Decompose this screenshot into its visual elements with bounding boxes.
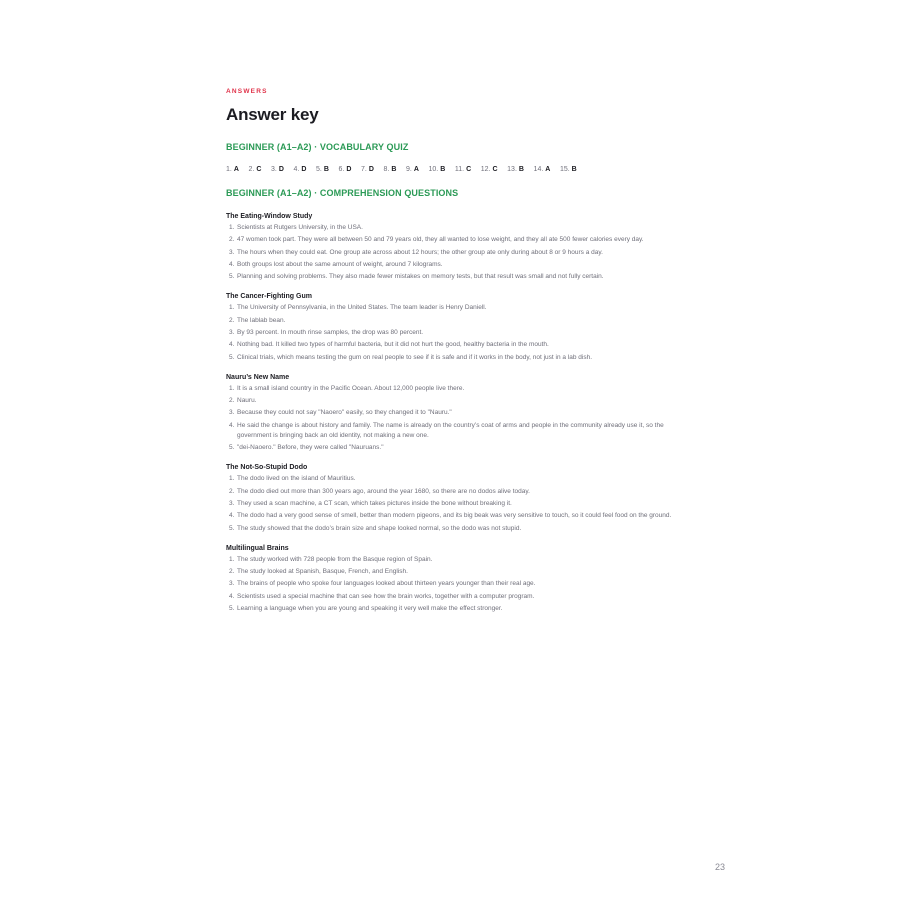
vocab-answer (429, 165, 446, 175)
answer-number: 1. (229, 224, 235, 231)
vocab-answer-letter: A (545, 166, 551, 173)
answer-list (226, 555, 674, 614)
answer-text: Nauru. (237, 397, 257, 405)
answer-text: The University of Pennsylvania, in the United States. The team leader is Henry Daniell. (237, 304, 487, 312)
vocab-answer-letter: C (466, 166, 472, 173)
vocab-answer-number: 2. (248, 166, 255, 173)
answer-number: 3. (229, 409, 235, 417)
vocab-answer (316, 165, 329, 175)
answer-item (226, 443, 674, 453)
vocab-answer (481, 165, 498, 175)
answer-text: Because they could not say "Naoero" easily, so they changed it to "Nauru." (237, 409, 452, 417)
answer-text: The study showed that the dodo’s brain size and shape looked normal, so the dodo was not stupid. (237, 524, 522, 532)
answer-text: They used a scan machine, a CT scan, which takes pictures inside the bone without breaking it. (237, 499, 512, 507)
answer-text: 47 women took part. They were all between 50 and 79 years old, they all wanted to lose weight, and they all ate 500 fewer calories every day. (237, 236, 644, 244)
answer-number: 3. (229, 499, 235, 507)
story-title: The Eating-Window Study (226, 213, 313, 220)
answer-item (226, 235, 674, 245)
answer-list (226, 223, 674, 282)
vocabulary-quiz-heading: BEGINNER (A1–A2) · VOCABULARY QUIZ (226, 142, 409, 152)
story-title: The Not-So-Stupid Dodo (226, 464, 308, 472)
answer-text: Learning a language when you are young and speaking it very well make the effect stronger. (237, 604, 503, 612)
vocab-answer (384, 165, 397, 175)
answer-list (226, 303, 674, 362)
story-block (226, 462, 674, 533)
vocab-answer (361, 165, 374, 175)
vocab-answer (534, 165, 551, 175)
answer-number: 3. (229, 328, 235, 336)
vocab-answer (249, 165, 262, 175)
vocabulary-answers-row (226, 165, 674, 175)
vocab-answer-letter: B (518, 166, 524, 173)
vocab-answer-number: 7. (361, 166, 367, 173)
answer-text: Nothing bad. It killed two types of harmful bacteria, but it did not hurt the good, healthy bacteria in the mouth. (237, 341, 549, 349)
vocab-answer-number: 5. (316, 166, 322, 173)
answer-number: 5. (229, 604, 235, 612)
answer-item (226, 328, 674, 338)
vocab-answer (339, 165, 352, 175)
vocab-answer-letter: D (368, 166, 374, 173)
answer-number: 2. (229, 397, 235, 405)
answer-text: It is a small island country in the Pacific Ocean. About 12,000 people live there. (237, 384, 465, 392)
answer-item (226, 499, 674, 509)
story-block (226, 372, 674, 454)
vocab-answer-number: 15. (559, 166, 570, 173)
answer-item (226, 421, 674, 441)
comprehension-stories (226, 211, 674, 614)
answer-text: The dodo lived on the island of Mauritius. (237, 475, 356, 483)
story-block (226, 211, 674, 282)
vocab-answer (455, 165, 471, 175)
vocab-answer-number: 10. (428, 166, 439, 173)
answer-text: Clinical trials, which means testing the gum on real people to see if it is safe and if it works in the body, not just in a lab dish. (237, 353, 593, 361)
answer-number: 3. (229, 580, 235, 588)
answer-item (226, 567, 674, 577)
story-title: Nauru’s New Name (226, 373, 290, 381)
vocab-answer-number: 4. (293, 166, 300, 173)
vocab-answer-letter: B (391, 166, 397, 173)
answer-number: 2. (229, 568, 235, 576)
vocab-answer-letter: D (301, 166, 307, 173)
answer-item (226, 524, 674, 534)
answer-number: 1. (229, 475, 235, 483)
answer-item (226, 353, 674, 363)
answer-number: 5. (229, 444, 235, 452)
answer-item (226, 592, 674, 602)
vocab-answer-letter: B (571, 166, 577, 173)
answer-text: The dodo had a very good sense of smell, better than modern pigeons, and its big beak was very sensitive to touch, so it could feel food on the ground. (237, 512, 672, 520)
vocab-answer (560, 165, 577, 175)
story-title: Multilingual Brains (226, 544, 289, 552)
vocab-answer-number: 12. (480, 166, 491, 173)
answer-item (226, 408, 674, 418)
vocab-answer (271, 165, 284, 175)
page-title: Answer key (226, 105, 319, 124)
answer-text: The dodo died out more than 300 years ago, around the year 1680, so there are no dodos alive today. (237, 487, 530, 495)
answer-item (226, 303, 674, 313)
answer-key-page (226, 88, 674, 616)
vocab-answer-letter: D (278, 166, 284, 173)
answer-text: He said the change is about history and family. The name is already on the country’s coat of arms and people in the community already use it, so the government is bringing back an old identity, not making a new one. (237, 421, 664, 439)
vocab-answer-number: 6. (338, 166, 345, 173)
answer-text: Scientists at Rutgers University, in the USA. (237, 224, 363, 231)
vocab-answer-number: 13. (507, 166, 517, 173)
answer-number: 2. (229, 487, 235, 495)
vocab-answer (507, 165, 524, 175)
answer-item (226, 223, 674, 233)
answer-number: 5. (229, 353, 235, 361)
vocab-answer (406, 165, 419, 175)
vocab-answer-letter: B (323, 166, 329, 173)
answer-number: 4. (229, 421, 235, 429)
vocab-answer-letter: A (233, 166, 239, 173)
answer-number: 2. (229, 236, 235, 244)
answer-text: Planning and solving problems. They also made fewer mistakes on memory tests, but that result was small and not fully certain. (237, 273, 604, 281)
comprehension-questions-heading: BEGINNER (A1–A2) · COMPREHENSION QUESTIONS (226, 188, 459, 198)
answer-item (226, 316, 674, 326)
answer-text: By 93 percent. In mouth rinse samples, the drop was 80 percent. (237, 328, 424, 336)
answer-number: 4. (229, 341, 235, 349)
answer-item (226, 340, 674, 350)
story-block (226, 543, 674, 614)
vocab-answer-number: 9. (406, 166, 412, 173)
answer-item (226, 396, 674, 406)
answer-list (226, 384, 674, 454)
answer-text: "dei-Naoero." Before, they were called "Nauruans." (237, 444, 384, 452)
vocab-answer-letter: C (256, 166, 262, 173)
answer-item (226, 248, 674, 258)
answer-item (226, 555, 674, 565)
answer-text: Both groups lost about the same amount of weight, around 7 kilograms. (237, 260, 443, 268)
answer-item (226, 260, 674, 270)
answer-text: The study looked at Spanish, Basque, French, and English. (237, 568, 408, 576)
vocab-answer-number: 11. (454, 166, 465, 173)
vocab-answer-number: 3. (271, 166, 277, 173)
answer-item (226, 604, 674, 614)
vocab-answer-number: 8. (383, 166, 390, 173)
answer-number: 4. (229, 592, 235, 600)
story-block (226, 291, 674, 362)
vocab-answer-number: 14. (533, 166, 544, 173)
vocab-answer-letter: C (492, 166, 498, 173)
answer-number: 2. (229, 316, 235, 324)
answer-number: 3. (229, 248, 235, 256)
answer-item (226, 474, 674, 484)
answer-text: The brains of people who spoke four languages looked about thirteen years younger than their real age. (237, 580, 536, 588)
answer-item (226, 579, 674, 589)
answer-number: 4. (229, 260, 235, 268)
vocab-answer (294, 165, 307, 175)
answer-text: Scientists used a special machine that can see how the brain works, together with a computer program. (237, 592, 535, 600)
answer-item (226, 384, 674, 394)
vocab-answer-letter: B (440, 166, 446, 173)
vocab-answer-letter: A (413, 166, 419, 173)
answer-item (226, 272, 674, 282)
vocab-answer-number: 1. (226, 166, 232, 173)
answer-number: 1. (229, 384, 235, 392)
answer-number: 5. (229, 524, 235, 532)
answer-text: The lablab bean. (237, 316, 286, 324)
vocab-answer-letter: D (346, 166, 352, 173)
section-eyebrow: ANSWERS (226, 88, 268, 95)
page-number: 23 (715, 862, 726, 872)
story-title: The Cancer-Fighting Gum (226, 293, 312, 301)
answer-text: The study worked with 728 people from the Basque region of Spain. (237, 555, 433, 563)
answer-list (226, 474, 674, 533)
vocab-answer (226, 165, 239, 175)
answer-number: 4. (229, 512, 235, 520)
answer-number: 1. (229, 555, 235, 563)
answer-number: 5. (229, 273, 235, 281)
answer-item (226, 487, 674, 497)
answer-text: The hours when they could eat. One group ate across about 12 hours; the other group ate only during about 8 or 9 hours a day. (237, 248, 603, 256)
answer-item (226, 511, 674, 521)
answer-number: 1. (229, 304, 235, 312)
